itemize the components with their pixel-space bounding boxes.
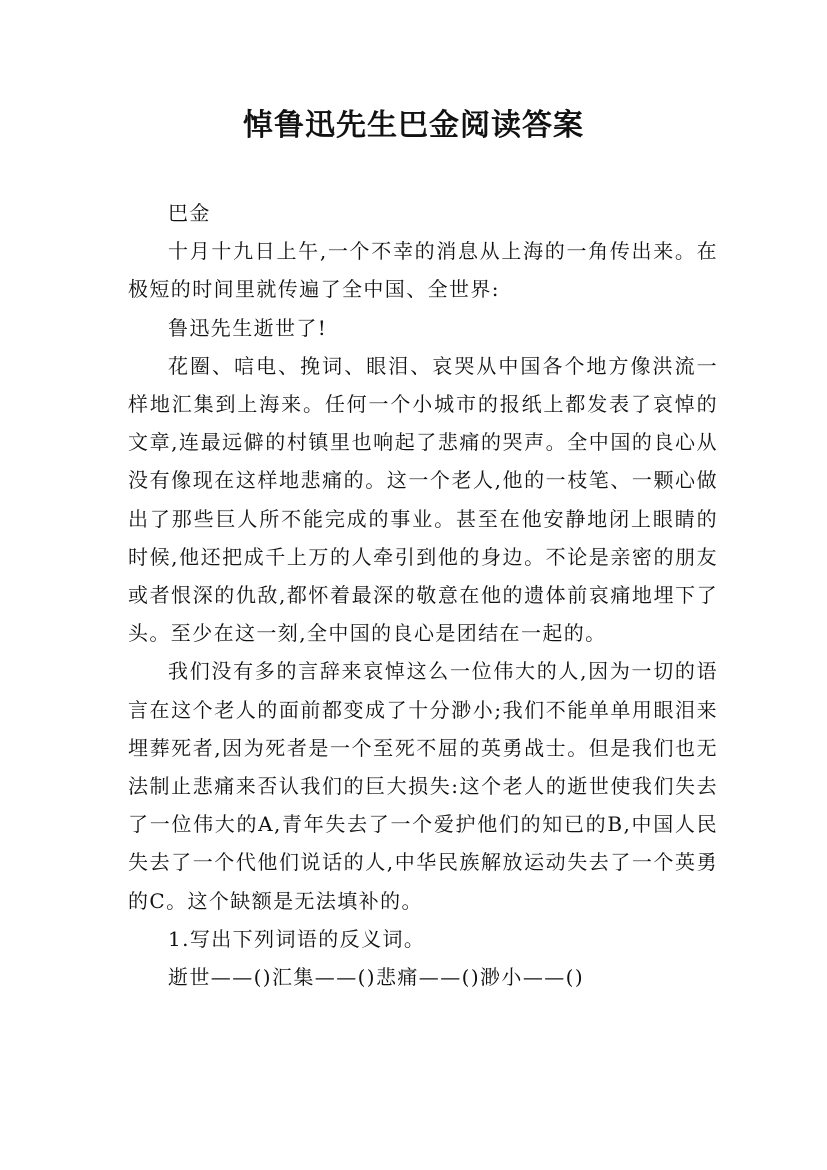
document-body xyxy=(128,194,718,996)
paragraph-mourning: 花圈、唁电、挽词、眼泪、哀哭从中国各个地方像洪流一样地汇集到上海来。任何一个小城市的报纸上都发表了哀悼的文章,连最远僻的村镇里也响起了悲痛的哭声。全中国的良心从没有像现在这样地悲痛的。这一个老人,他的一枝笔、一颗心做出了那些巨人所不能完成的事业。甚至在他安静地闭上眼睛的时候,他还把成千上万的人牵引到他的身边。不论是亲密的朋友或者恨深的仇敌,都怀着最深的敬意在他的遗体前哀痛地埋下了头。至少在这一刻,全中国的良心是团结在一起的。 xyxy=(128,353,718,646)
question-1-blanks: 逝世——()汇集——()悲痛——()渺小——() xyxy=(168,965,585,990)
document-title: 悼鲁迅先生巴金阅读答案 xyxy=(243,108,584,143)
question-1: 1.写出下列词语的反义词。 xyxy=(168,926,426,951)
author-line: 巴金 xyxy=(168,201,211,225)
paragraph-news: 十月十九日上午,一个不幸的消息从上海的一角传出来。在极短的时间里就传遍了全中国、全世界: xyxy=(128,239,718,302)
paragraph-loss: 我们没有多的言辞来哀悼这么一位伟大的人,因为一切的语言在这个老人的面前都变成了十分渺小;我们不能单单用眼泪来埋葬死者,因为死者是一个至死不屈的英勇战士。但是我们也无法制止悲痛来否认我们的巨大损失:这个老人的逝世使我们失去了一位伟大的A,青年失去了一个爱护他们的知已的B,中国人民失去了一个代他们说话的人,中华民族解放运动失去了一个英勇的C。这个缺额是无法填补的。 xyxy=(128,659,718,913)
paragraph-death-announcement: 鲁迅先生逝世了! xyxy=(168,315,328,340)
